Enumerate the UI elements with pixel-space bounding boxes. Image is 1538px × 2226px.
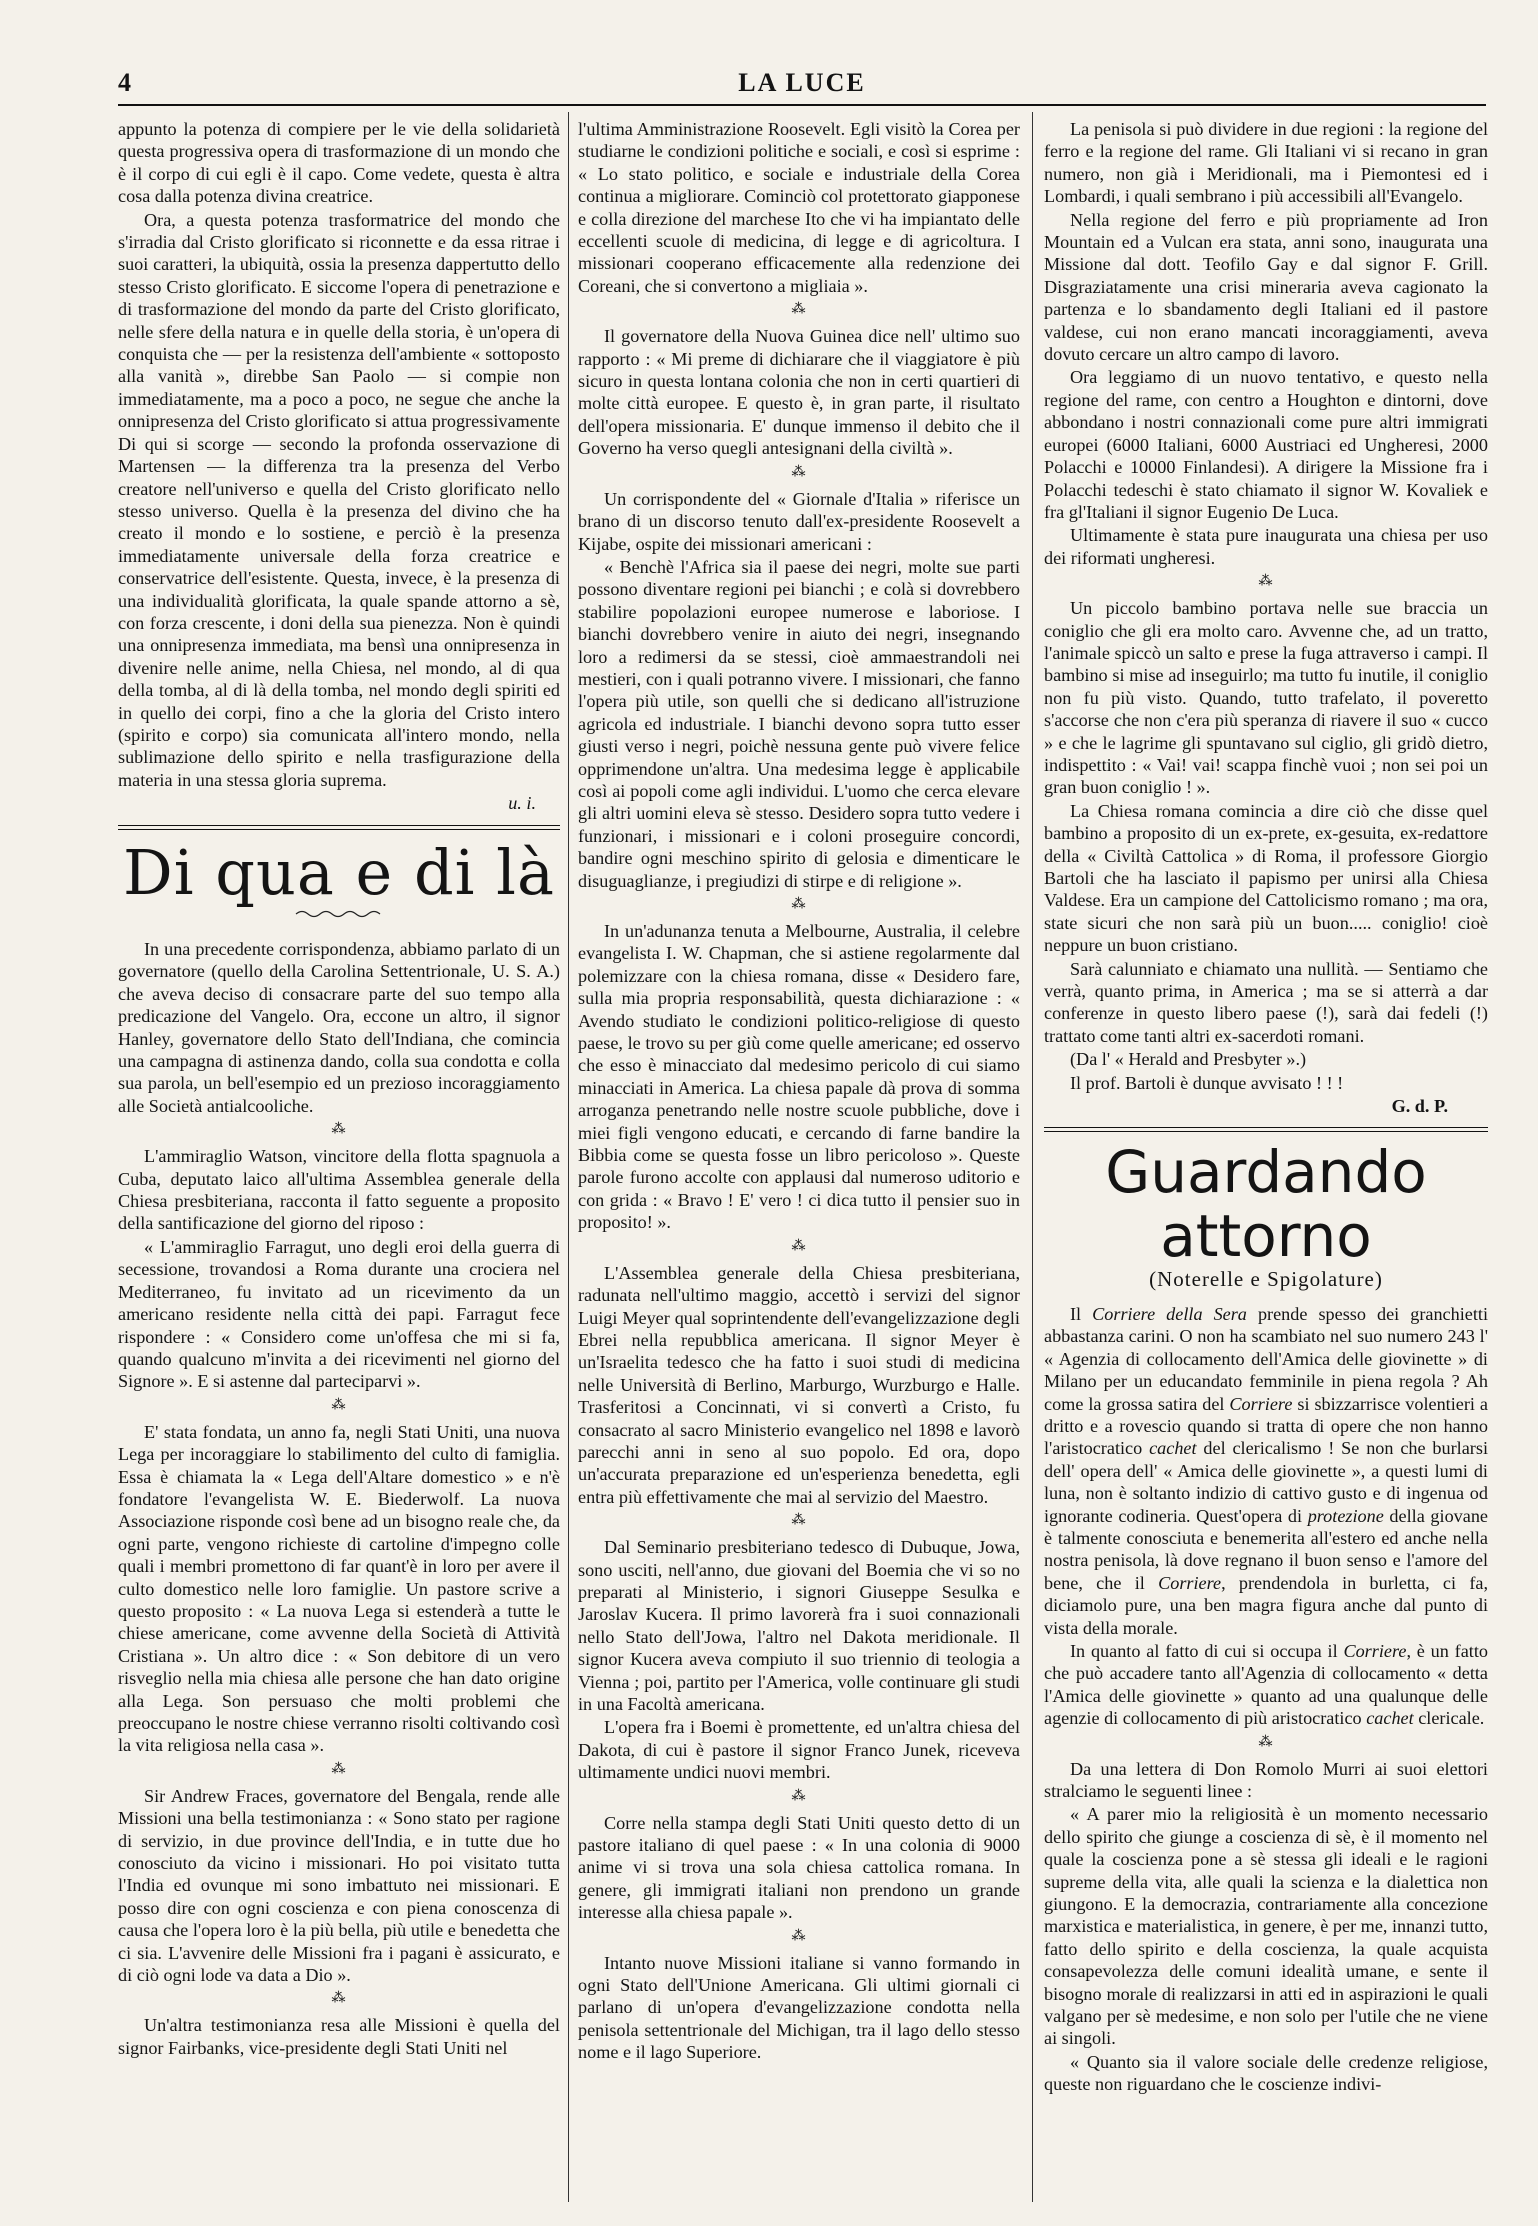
news-item: « Benchè l'Africa sia il paese dei negri, molte sue parti possono diventare regioni pei bianchi ; e colà si dovrebbero stabilire popolazioni europee numerose e laboriose. I bianchi dovrebbero venire in aiuto dei negri, insegnando loro a redimersi da se stessi, cioè ammaestrandoli nei mestieri, con i quali potranno vivere. I missionari, che fanno l'opera più utile, son quelli che si dedicano all'istruzione agricola ed industriale. I bianchi devono sopra tutto esser giusti verso i negri, poichè nessuna gente può vivere felice opprimendone un'altra. Una medesima legge è applicabile così ai popoli come agli individui. L'uomo che cerca elevare gli altri uomini eleva sè stesso. Desidero sopra tutto vedere i funzionari, i missionari e i coloni proseguire concordi, bandire ogni meschino spirito di gelosia e dimenticare le disuguaglianze, i pregiudizi di stirpe e di religione ». xyxy=(578,556,1020,891)
news-item: Il prof. Bartoli è dunque avvisato ! ! ! xyxy=(1070,1072,1344,1093)
asterism-divider: ⁂ xyxy=(331,1122,347,1138)
asterism-divider: ⁂ xyxy=(791,1513,807,1529)
section-rule xyxy=(1044,1127,1488,1132)
news-item: L'Assemblea generale della Chiesa presbiteriana, radunata nell'ultimo maggio, accettò i servizi del signor Luigi Meyer qual soprintendente dell'evangelizzazione degli Ebrei nella repubblica americana. Il signor Meyer è un'Israelita tedesco che ha fatto i suoi studi di medicina nelle Università di Berlino, Marburgo, Wurzburgo e Halle. Trasferitosi a Concinnati, vi si convertì a Cristo, fu consacrato al sacro Ministerio evangelico nel 1898 e lavorò parecchi anni in seno al suo popolo. Ed ora, dopo un'accurata preparazione ed un'esperienza benedetta, egli entra più effettivamente che mai al servizio del Maestro. xyxy=(578,1262,1020,1507)
news-item: L'opera fra i Boemi è promettente, ed un'altra chiesa del Dakota, di cui è pastore il signor Franco Junek, riceveva ultimamente undici nuovi membri. xyxy=(578,1717,1020,1783)
news-item: In una precedente corrispondenza, abbiamo parlato di un governatore (quello della Carolina Settentrionale, U. S. A.) che aveva deciso di consacrare parte del suo tempo alla predicazione del Vangelo. Ora, eccone un altro, il signor Hanley, governatore dello Stato dell'Indiana, che comincia una campagna di astinenza dando, colla sua condotta e colla sua parola, un bell'esempio ed un prezioso incoraggiamento alle Società antialcooliche. xyxy=(118,939,560,1116)
section-title: Di qua e di là xyxy=(123,835,555,909)
asterism-divider: ⁂ xyxy=(331,1991,347,2007)
asterism-divider: ⁂ xyxy=(331,1397,347,1413)
news-item: Dal Seminario presbiteriano tedesco di Dubuque, Jowa, sono usciti, nell'anno, due giovani del Boemia che vi so no preparati al Ministerio, i signori Giuseppe Sesulka e Jaroslav Kucera. Il primo lavorerà fra i suoi connazionali nello Stato dell'Jowa, l'altro nel Dakota meridionale. Il signor Kucera aveva compiuto il suo triennio di teologia a Vienna ; poi, partito per l'America, volle continuare gli studi in una Facoltà americana. xyxy=(578,1537,1020,1714)
column-paragraph: Da una lettera di Don Romolo Murri ai suoi elettori stralciamo le seguenti linee : xyxy=(1044,1758,1488,1801)
asterism-divider: ⁂ xyxy=(791,302,807,318)
news-item: (Da l' « Herald and Presbyter ».) xyxy=(1070,1049,1307,1070)
page-header xyxy=(118,60,1486,100)
news-item: l'ultima Amministrazione Roosevelt. Egli visitò la Corea per studiarne le condizioni politiche e sociali, e così si esprime : « Lo stato politico, e sociale e industriale della Corea continua a migliorare. Cominciò col protettorato giapponese e colla direzione del marchese Ito che vi ha impiantato delle eccellenti scuole di medicina, di legge e di agricoltura. I missionari cooperano efficacemente alla redenzione dei Coreani, che si convertono a migliaia ». xyxy=(578,119,1020,296)
news-item: Ultimamente è stata pure inaugurata una chiesa per uso dei riformati ungheresi. xyxy=(1044,525,1488,568)
column-3 xyxy=(1044,118,1488,2198)
news-item: E' stata fondata, un anno fa, negli Stati Uniti, una nuova Lega per incoraggiare lo stabilimento del culto di famiglia. Essa è chiamata la « Lega dell'Altare domestico » e n'è fondatore l'evangelista W. E. Biederwolf. La nuova Associazione risponde così bene ad un bisogno reale che, da ogni parte, vengono richieste di cartoline d'impegno colle quali i membri promettono di far quant'è in loro per avere il culto domestico nelle loro famiglie. Un pastore scrive a questo proposito : « La nuova Lega si estenderà a tutte le chiese americane, come avvenne della Società di Attività Cristiana ». Un altro dice : « Son debitore di un vero risveglio nella mia chiesa alle persone che han dato origine alla Lega. Son persuaso che molti problemi che preoccupano le nostre chiese verranno risolti coltivando così la vita religiosa nella casa ». xyxy=(118,1421,560,1756)
asterism-divider: ⁂ xyxy=(331,1761,347,1777)
news-item: Intanto nuove Missioni italiane si vanno formando in ogni Stato dell'Unione Americana. Gli ultimi giornali ci parlano di un'opera d'evangelizzazione condotta nella penisola settentrionale del Michigan, tra il lago dello stesso nome e il lago Superiore. xyxy=(578,1952,1020,2063)
news-item: Ora leggiamo di un nuovo tentativo, e questo nella regione del rame, con centro a Houghton e dintorni, dove abbondano i nostri connazionali come pure altri immigrati europei (6000 Italiani, 6000 Austriaci ed Ungheresi, 2000 Polacchi e 10000 Finlandesi). A dirigere la Missione fra i Polacchi tedeschi è stato chiamato il signor W. Kovaliek e fra gl'Italiani il signor Eugenio De Luca. xyxy=(1044,367,1488,522)
page-number: 4 xyxy=(118,68,131,97)
column-paragraph: Il Corriere della Sera prende spesso dei granchietti abbastanza carini. O non ha scambiato nel suo numero 243 l' « Agenzia di collocamento dell'Amica delle giovinette » di Milano per un educandato femminile in piena regola ? Ah come la grossa satira del Corriere si sbizzarrisce volentieri a dritto e a rovescio quando si tratta di opere che non hanno l'aristocratico cachet del clericalismo ! Se non che burlarsi dell' opera dell' « Amica delle giovinette », a questi lumi di luna, non è soltanto indizio di cattivo gusto e di ingenua od ignorante codineria. Quest'opera di protezione della giovane è talmente conosciuta e benemerita all'estero ed anche nella nostra penisola, là dove regnano il buon senso e l'amore del bene, che il Corriere, prendendola in burletta, ci fa, diciamolo pure, una ben magra figura anche dal punto di vista della morale. xyxy=(1044,1303,1488,1638)
news-item: Corre nella stampa degli Stati Uniti questo detto di un pastore italiano di quel paese : « In una colonia di 9000 anime vi si trova una sola chiesa cattolica romana. In genere, gli immigrati italiani non prendono un grande interesse alla chiesa papale ». xyxy=(578,1812,1020,1923)
news-item: Nella regione del ferro e più propriamente ad Iron Mountain ed a Vulcan era stata, anni sono, inaugurata una Missione dal dott. Teofilo Gay e dal signor F. Grill. Disgraziatamente una crisi mineraria aveva cagionato la partenza e lo sbandamento degli Italiani ed il pastore valdese, cui non erano mancati incoraggiamenti, aveva dovuto cercare un altro campo di lavoro. xyxy=(1044,209,1488,365)
column-divider xyxy=(1032,112,1033,2202)
column-paragraph: In quanto al fatto di cui si occupa il Corriere, è un fatto che può accadere tanto all'Agenzia di collocamento « detta l'Amica delle giovinette » quanto ad una qualunque delle agenzie di collocamento di più aristocratico cachet clericale. xyxy=(1044,1640,1488,1729)
news-item: Il governatore della Nuova Guinea dice nell' ultimo suo rapporto : « Mi preme di dichiarare che il viaggiatore è più sicuro in questa lontana colonia che non in certi quartieri di molte città europee. E questo è, in gran parte, il risultato dell'opera missionaria. E' dunque immenso il debito che il Governo ha verso quegli antesignani della civiltà ». xyxy=(578,326,1020,459)
news-item: Sir Andrew Fraces, governatore del Bengala, rende alle Missioni una bella testimonianza : « Sono stato per ragione di servizio, in due province dell'India, e in tutte due ho conosciuto da vicino i missionari. Ho poi visitato tutta l'India ed ovunque mi sono imbattuto nei missionari. E posso dire con ogni coscienza e con piena conoscenza di causa che l'opera loro è la più bella, più utile e benedetta che ci sia. L'avvenire delle Missioni fra i pagani è assicurato, e di ciò ogni lode va data a Dio ». xyxy=(118,1785,560,1986)
column-2 xyxy=(578,118,1020,2198)
news-item: L'ammiraglio Watson, vincitore della flotta spagnuola a Cuba, deputato laico all'ultima Assemblea generale della Chiesa presbiteriana, racconta il fatto seguente a proposito della santificazione del giorno del riposo : xyxy=(118,1146,560,1234)
news-item: Un piccolo bambino portava nelle sue braccia un coniglio che gli era molto caro. Avvenne che, ad un tratto, l'animale spiccò un salto e prese la fuga attraverso i campi. Il bambino si mise ad inseguirlo; ma tutto fu inutile, il coniglio non fu più visto. Quando, tutto trafelato, il poveretto s'accorse che non c'era più speranza di riavere il suo « cucco » e che le lagrime gli spuntavano sul ciglio, gli gridò dietro, indispettito : « Vai! vai! scappa finchè vuoi ; non sei poi un gran buon coniglio ! ». xyxy=(1044,598,1488,798)
asterism-divider: ⁂ xyxy=(791,464,807,480)
asterism-divider: ⁂ xyxy=(791,1788,807,1804)
section-subtitle: (Noterelle e Spigolature) xyxy=(1149,1267,1383,1292)
column-divider xyxy=(568,112,569,2202)
column-1 xyxy=(118,118,560,2198)
asterism-divider: ⁂ xyxy=(791,1238,807,1254)
asterism-divider: ⁂ xyxy=(791,897,807,912)
news-item: « L'ammiraglio Farragut, uno degli eroi della guerra di secessione, trovandosi a Roma durante una crociera nel Mediterraneo, fu invitato ad un ricevimento da un americano residente nella città dei papi. Farragut fece rispondere : « Considero come un'offesa che mi si fa, quando qualcuno m'invita a dei ricevimenti nel giorno del Signore ». E si astenne dal parteciparvi ». xyxy=(118,1236,560,1392)
article-signature: u. i. xyxy=(508,793,536,814)
article-paragraph: Ora, a questa potenza trasformatrice del mondo che s'irradia dal Cristo glorificato si riconnette e da essa ritrae i suoi caratteri, la ubiquità, ossia la presenza dappertutto dello stesso Cristo glorificato. E siccome l'opera di penetrazione e di trasformazione del mondo da parte del Cristo glorificato, nelle sfere della natura e in quelle della storia, è un'opera di conquista che — per la resistenza dell'ambiente « sottoposto alla vanità », direbbe San Paolo — si compie non immediatamente, ma a poco a poco, ne segue che anche la onnipresenza del Cristo glorificato si attua progressivamente Di qui si scorge — secondo la profonda osservazione di Martensen — la differenza tra la presenza del Verbo creatore nell'universo e quella del Cristo glorificato nello stesso universo. Quella è la presenza del divino che ha creato il mondo e lo sostiene, e perciò è la presenza immediatamente universale della forza creatrice e conservatrice dell'esistente. Questa, invece, è la presenza di una individualità glorificata, la quale spande attorno a sè, con forza crescente, i doni della sua pienezza. Non è quindi una onnipresenza immediata, ma bensì una onnipresenza in divenire nelle anime, nella Chiesa, nel mondo, al di qua della tomba, al di là della tomba, nel mondo degli spiriti ed in quello dei corpi, fino a che la gloria del Cristo intero (spirito e corpo) sia comunicata all'intero mondo, nella sublimazione dello spirito e nella trasfigurazione della materia in una stessa gloria suprema. xyxy=(118,209,560,790)
section-rule xyxy=(118,825,560,830)
asterism-divider: ⁂ xyxy=(1258,1734,1274,1750)
news-item: La Chiesa romana comincia a dire ciò che disse quel bambino a proposito di un ex-prete, ex-gesuita, ex-redattore della « Civiltà Cattolica » di Roma, il professore Giorgio Bartoli che ha lasciato il papismo per unirsi alla Chiesa Valdese. Era un campione del Cattolicismo romano ; ma ora, state sicuri che non sarà più un buon..... coniglio! cioè neppure un buon cristiano. xyxy=(1044,800,1488,956)
asterism-divider: ⁂ xyxy=(791,1928,807,1944)
news-item: Un corrispondente del « Giornale d'Italia » riferisce un brano di un discorso tenuto dall'ex-presidente Roosevelt a Kijabe, ospite dei missionari americani : xyxy=(578,488,1020,554)
news-item: Un'altra testimonianza resa alle Missioni è quella del signor Fairbanks, vice-presidente degli Stati Uniti nel xyxy=(118,2015,560,2058)
section-title: Guardando attorno xyxy=(1105,1138,1427,1271)
masthead: LA LUCE xyxy=(738,68,866,97)
news-item: In un'adunanza tenuta a Melbourne, Australia, il celebre evangelista I. W. Chapman, che si astiene regolarmente dal polemizzare con la chiesa romana, disse « Desidero fare, sulla mia propria responsabilità, questa dichiarazione : « Avendo studiato le condizioni politico-religiose di questo paese, le trovo su per giù come quelle americane; ed osservo che esso è minacciato dal medesimo pericolo di cui siamo minacciati in America. La chiesa papale dà prova di somma arroganza penetrando nelle nostre scuole pubbliche, dove i miei figli vengono educati, e cercando di farne bandire la Bibbia come se questa fosse un libro pericoloso ». Queste parole furono accolte con applausi dal numeroso uditorio e con grida : « Bravo ! E' vero ! ci dica tutto il pensier suo in proposito! ». xyxy=(578,921,1020,1233)
quote-paragraph: « Quanto sia il valore sociale delle credenze religiose, queste non riguardano che le coscienze indivi- xyxy=(1044,2051,1488,2095)
news-item: Sarà calunniato e chiamato una nullità. — Sentiamo che verrà, quanto prima, in America ; ma se si atterrà a dar conferenze in questo libero paese (!), sarà dai fedeli (!) trattato come tanti altri ex-sacerdoti romani. xyxy=(1044,958,1488,1046)
article-signature: G. d. P. xyxy=(1391,1096,1448,1117)
asterism-divider: ⁂ xyxy=(1258,574,1274,590)
header-rule xyxy=(118,104,1486,106)
quote-paragraph: « A parer mio la religiosità è un momento necessario dello spirito che giunge a coscienza di sè, è il momento nel quale la coscienza pone a sè stessa gli ideali e le ragioni supreme della vita, alle quali la scienza e la dialettica non giungono. E la democrazia, contrariamente alla concezione marxistica e materialistica, in genere, è per me, innanzi tutto, fatto dello spirito e della coscienza, la quale acquista consapevolezza delle comuni idealità umane, e sente il bisogno morale di realizzarsi in atti ed in aspirazioni le quali valgano per sè medesime, e non solo per l'utile che ne viene ai singoli. xyxy=(1044,1804,1488,2049)
article-paragraph: appunto la potenza di compiere per le vie della solidarietà questa progressiva opera di trasformazione di un mondo che è il corpo di cui egli è il capo. Come vedete, questa è altra cosa dalla potenza divina creatrice. xyxy=(118,119,560,207)
news-item: La penisola si può dividere in due regioni : la regione del ferro e la regione del rame. Gli Italiani vi si recano in gran numero, non già i Meridionali, ma i Piemontesi ed i Lombardi, i quali sembrano i più accessibili all'Evangelo. xyxy=(1044,119,1488,207)
